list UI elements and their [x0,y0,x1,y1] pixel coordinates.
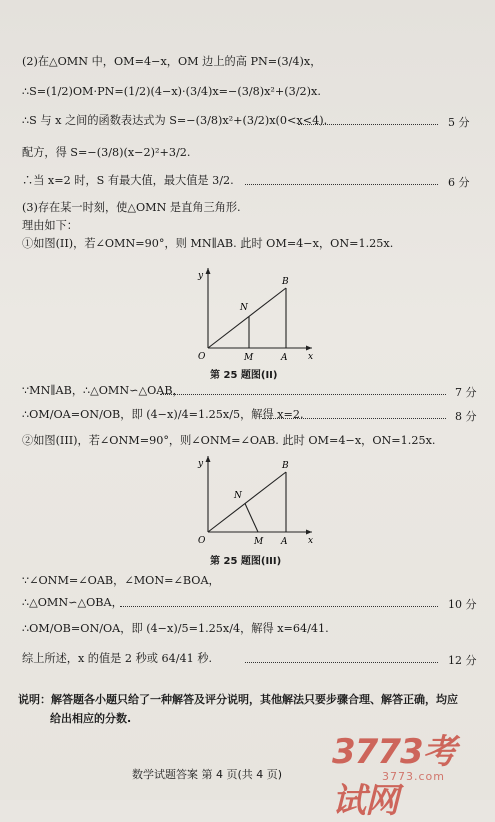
text-line: ∴OM/OB=ON/OA，即 (4−x)/5=1.25x/4，解得 x=64/41. [22,622,329,635]
label-n: N [240,303,248,313]
label-y: y [198,459,204,469]
label-x: x [308,536,314,546]
page-footer: 数学试题答案 第 4 页(共 4 页) [132,768,283,781]
label-o: O [198,536,206,546]
label-n: N [234,491,242,501]
text-line: 理由如下： [22,219,78,232]
y-axis-arrow [206,268,211,274]
figure-25-iii [190,452,320,547]
figure-caption: 第 25 题图(III) [210,556,282,567]
segment-ob [208,288,286,348]
label-a: A [281,537,288,547]
text-line: 综上所述，x 的值是 2 秒或 64/41 秒. [22,652,213,665]
label-m: M [254,537,264,547]
score-label: 10 分 [448,598,477,611]
label-b: B [282,277,289,287]
y-axis-arrow [206,456,211,462]
text-line: ①如图(II)，若∠OMN=90°，则 MN∥AB. 此时 OM=4−x，ON=1.25x. [22,237,394,250]
x-axis-arrow [306,530,312,535]
site-watermark [332,720,488,821]
figure-25-ii [190,262,320,362]
score-label: 12 分 [448,654,477,667]
watermark-logo: 3773考试网 [332,732,456,821]
dotted-leader [245,184,438,185]
text-line: ∵∠ONM=∠OAB，∠MON=∠BOA， [22,574,220,587]
dotted-leader [120,606,438,607]
grading-note-line-1: 说明：解答题各小题只给了一种解答及评分说明，其他解法只要步骤合理、解答正确，均应 [18,693,458,706]
text-line: (3)存在某一时刻，使△OMN 是直角三角形. [22,201,241,214]
label-x: x [308,352,314,362]
score-label: 8 分 [455,410,477,423]
label-m: M [244,353,254,362]
label-o: O [198,352,206,362]
dotted-leader [160,394,446,395]
text-line: ∴当 x=2 时，S 有最大值，最大值是 3/2. [22,174,234,187]
dotted-leader [262,418,446,419]
label-b: B [282,461,289,471]
segment-mn [245,504,258,533]
text-line: ∴OM/OA=ON/OB，即 (4−x)/4=1.25x/5，解得 x=2. [22,408,304,421]
label-y: y [198,271,204,281]
text-line: ∴S 与 x 之间的函数表达式为 S=−(3/8)x²+(3/2)x(0<x<4). [22,114,328,127]
score-label: 5 分 [448,116,470,129]
text-line: 配方，得 S=−(3/8)(x−2)²+3/2. [22,146,191,159]
label-a: A [281,353,288,362]
x-axis-arrow [306,346,312,351]
text-line: ②如图(III)，若∠ONM=90°，则∠ONM=∠OAB. 此时 OM=4−x，ON=1.25x. [22,434,436,447]
segment-ob [208,472,286,532]
watermark-url: 3773.com [382,770,445,783]
text-line: ∴△OMN∽△OBA， [22,596,123,609]
text-line: ∴S=(1/2)OM·PN=(1/2)(4−x)·(3/4)x=−(3/8)x²+(3/2)x. [22,85,321,98]
text-line: (2)在△OMN 中，OM=4−x，OM 边上的高 PN=(3/4)x， [22,55,322,68]
figure-caption: 第 25 题图(II) [210,370,278,381]
score-label: 6 分 [448,176,470,189]
dotted-leader [298,124,438,125]
text-line: ∵MN∥AB，∴△OMN∽△OAB， [22,384,184,397]
score-label: 7 分 [455,386,477,399]
grading-note-line-2: 给出相应的分数. [50,712,132,725]
dotted-leader [245,662,438,663]
